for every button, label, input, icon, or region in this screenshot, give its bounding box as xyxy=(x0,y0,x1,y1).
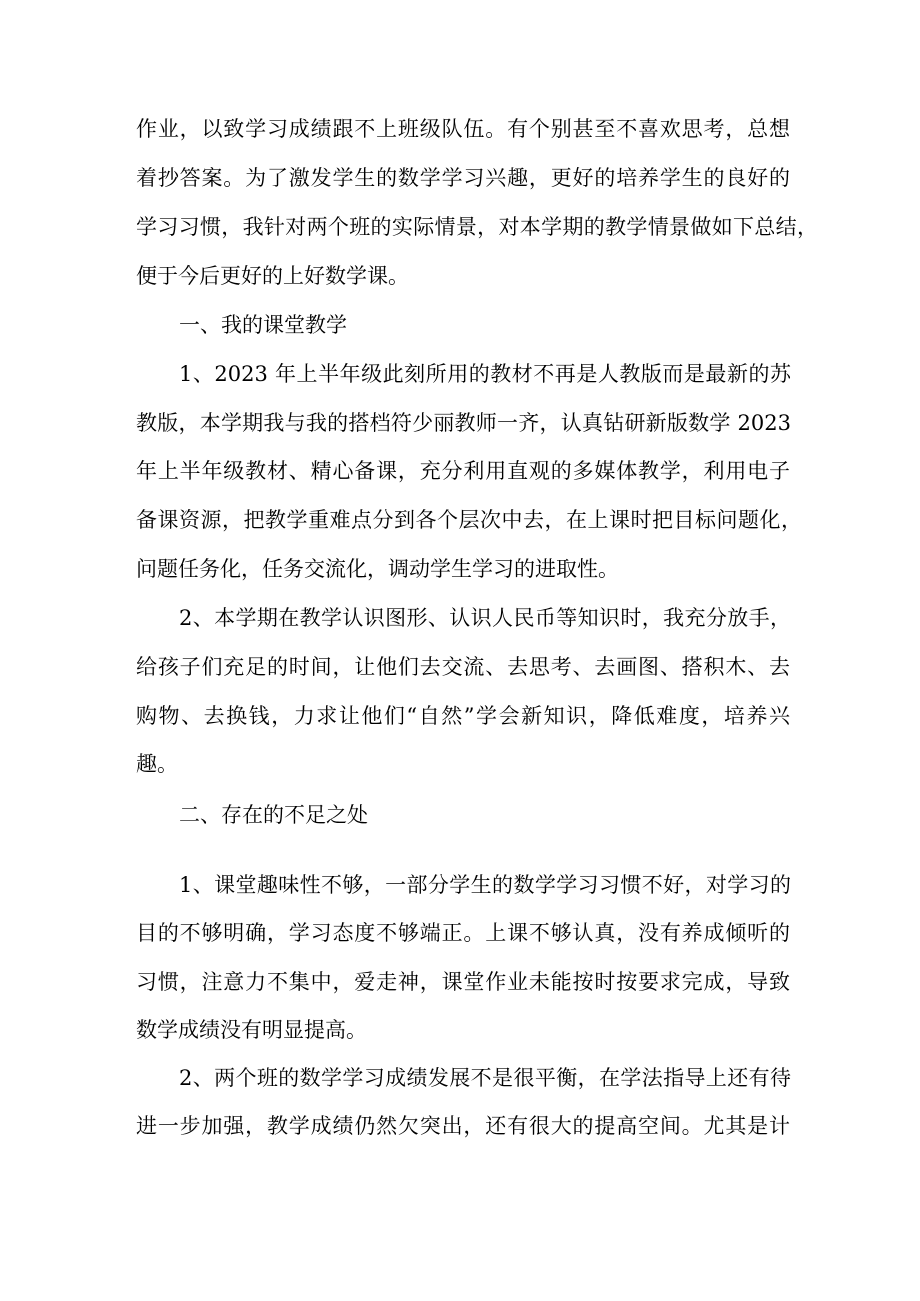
paragraph-line: 备课资源，把教学重难点分到各个层次中去，在上课时把目标问题化， xyxy=(136,508,802,532)
paragraph-line: 数学成绩没有明显提高。 xyxy=(136,1018,367,1042)
paragraph-line: 教版，本学期我与我的搭档符少丽教师一齐，认真钻研新版数学 2023 xyxy=(136,411,791,435)
paragraph-line: 进一步加强，教学成绩仍然欠突出，还有很大的提高空间。尤其是计 xyxy=(136,1114,790,1138)
paragraph-line: 目的不够明确，学习态度不够端正。上课不够认真，没有养成倾听的 xyxy=(136,921,790,945)
paragraph-line: 问题任务化，任务交流化，调动学生学习的进取性。 xyxy=(136,557,619,581)
paragraph-line: 2、本学期在教学认识图形、认识人民币等知识时，我充分放手， xyxy=(179,606,791,630)
paragraph-line: 给孩子们充足的时间，让他们去交流、去思考、去画图、搭积木、去 xyxy=(136,655,790,679)
paragraph-line: 学习习惯，我针对两个班的实际情景，对本学期的教学情景做如下总结， xyxy=(136,215,818,239)
paragraph-line: 便于今后更好的上好数学课。 xyxy=(136,264,409,288)
paragraph-line: 习惯，注意力不集中，爱走神，课堂作业未能按时按要求完成，导致 xyxy=(136,970,790,994)
paragraph-line: 趣。 xyxy=(136,752,178,776)
paragraph-line: 购物、去换钱，力求让他们“自然”学会新知识，降低难度，培养兴 xyxy=(136,704,790,728)
paragraph-line: 1、2023 年上半年级此刻所用的教材不再是人教版而是最新的苏 xyxy=(179,362,791,386)
section-heading: 二、存在的不足之处 xyxy=(179,803,368,827)
paragraph-line: 1、课堂趣味性不够，一部分学生的数学学习习惯不好，对学习的 xyxy=(179,873,791,897)
paragraph-line: 2、两个班的数学学习成绩发展不是很平衡，在学法指导上还有待 xyxy=(179,1066,791,1090)
paragraph-line: 作业，以致学习成绩跟不上班级队伍。有个别甚至不喜欢思考，总想 xyxy=(136,117,790,141)
section-heading: 一、我的课堂教学 xyxy=(179,313,347,337)
paragraph-line: 着抄答案。为了激发学生的数学学习兴趣，更好的培养学生的良好的 xyxy=(136,166,790,190)
paragraph-line: 年上半年级教材、精心备课，充分利用直观的多媒体教学，利用电子 xyxy=(136,459,790,483)
